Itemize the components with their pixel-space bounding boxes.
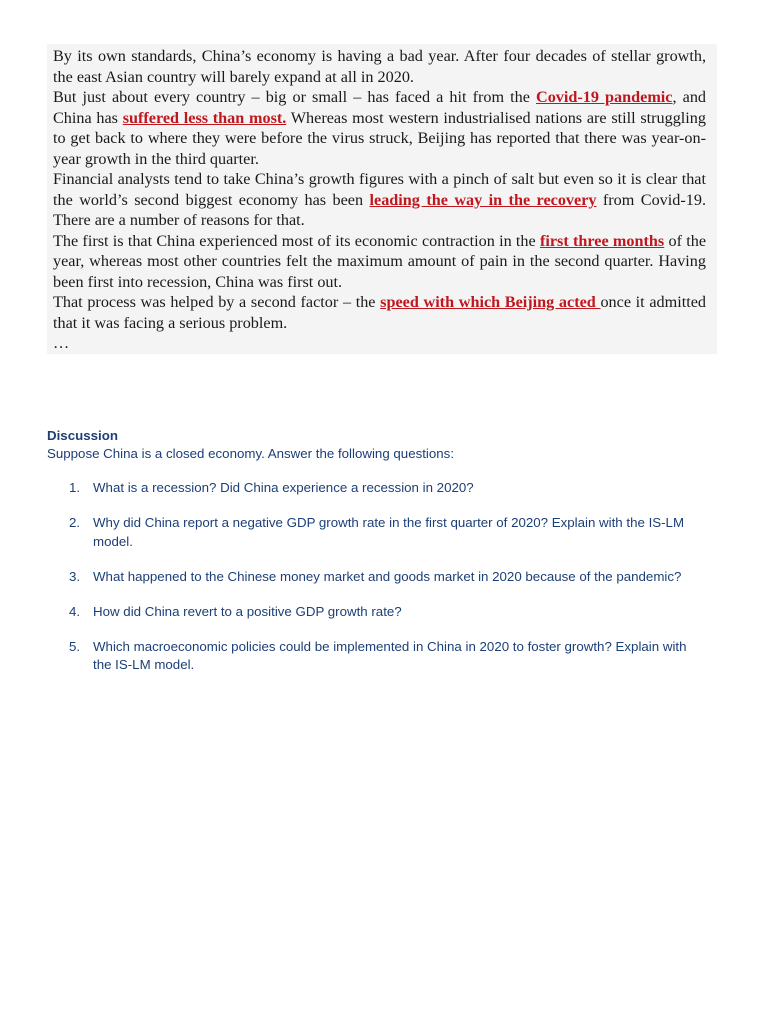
question-item bbox=[47, 638, 727, 675]
question-item bbox=[47, 603, 727, 622]
excerpt-text: By its own standards, China’s economy is having a bad year. After four decades of stellar growth, the east Asian country will barely expand at all in 2020. bbox=[53, 47, 706, 86]
question-text: Why did China report a negative GDP growth rate in the first quarter of 2020? Explain with the IS-LM model. bbox=[93, 515, 685, 549]
question-text: How did China revert to a positive GDP growth rate? bbox=[93, 603, 402, 619]
excerpt-paragraph-2 bbox=[53, 87, 706, 169]
leading-recovery-link[interactable]: leading the way in the recovery bbox=[369, 190, 597, 209]
excerpt-paragraph-5 bbox=[53, 292, 706, 333]
excerpt-text: Financial analysts tend to take China’s growth figures with a pinch of salt but even so it is clear that the world’s second biggest economy has been bbox=[53, 170, 706, 209]
excerpt-text: That process was helped by a second factor – the bbox=[53, 293, 381, 311]
excerpt-text: But just about every country – big or small – has faced a hit from the bbox=[53, 88, 536, 106]
question-number: 3. bbox=[69, 568, 81, 584]
question-number: 4. bbox=[69, 603, 81, 619]
question-number: 2. bbox=[69, 515, 81, 530]
excerpt-paragraph-4 bbox=[53, 231, 706, 293]
excerpt-text: once it admitted that it was facing a serious problem. bbox=[53, 293, 706, 332]
question-number: 5. bbox=[69, 638, 81, 654]
question-text: What happened to the Chinese money market and goods market in 2020 because of the pandemic? bbox=[93, 568, 682, 584]
excerpt-text: from Covid-19. There are a number of reasons for that. bbox=[53, 190, 706, 229]
first-three-months-link[interactable]: first three months bbox=[539, 231, 665, 250]
suffered-less-link[interactable]: suffered less than most. bbox=[122, 108, 287, 127]
question-item bbox=[47, 514, 727, 551]
excerpt-ellipsis: … bbox=[53, 334, 70, 352]
question-list bbox=[47, 479, 727, 675]
question-text: Which macroeconomic policies could be implemented in China in 2020 to foster growth? Explain with the IS-LM model. bbox=[93, 638, 687, 672]
question-number: 1. bbox=[69, 480, 81, 495]
excerpt-paragraph-1 bbox=[53, 46, 706, 87]
excerpt-text: of the year, whereas most other countries felt the maximum amount of pain in the second quarter. Having been first into recession, China was first out. bbox=[53, 231, 707, 291]
excerpt-text: Whereas most western industrialised nations are still struggling to get back to where they were before the virus struck, Beijing has reported that there was year-on-year growth in the third quarter. bbox=[53, 108, 706, 168]
excerpt-paragraph-3 bbox=[53, 169, 706, 231]
question-text: What is a recession? Did China experience a recession in 2020? bbox=[93, 480, 474, 495]
news-excerpt bbox=[47, 44, 717, 354]
discussion-intro: Suppose China is a closed economy. Answer the following questions: bbox=[47, 446, 455, 461]
question-item bbox=[47, 568, 727, 587]
beijing-acted-link[interactable]: speed with which Beijing acted bbox=[380, 293, 601, 311]
question-item bbox=[47, 479, 727, 498]
covid-pandemic-link[interactable]: Covid-19 pandemic bbox=[536, 88, 673, 106]
excerpt-text: , and China has bbox=[53, 88, 707, 127]
excerpt-text: The first is that China experienced most of its economic contraction in the bbox=[53, 231, 540, 250]
discussion-section bbox=[47, 427, 727, 691]
discussion-heading: Discussion bbox=[47, 428, 118, 443]
